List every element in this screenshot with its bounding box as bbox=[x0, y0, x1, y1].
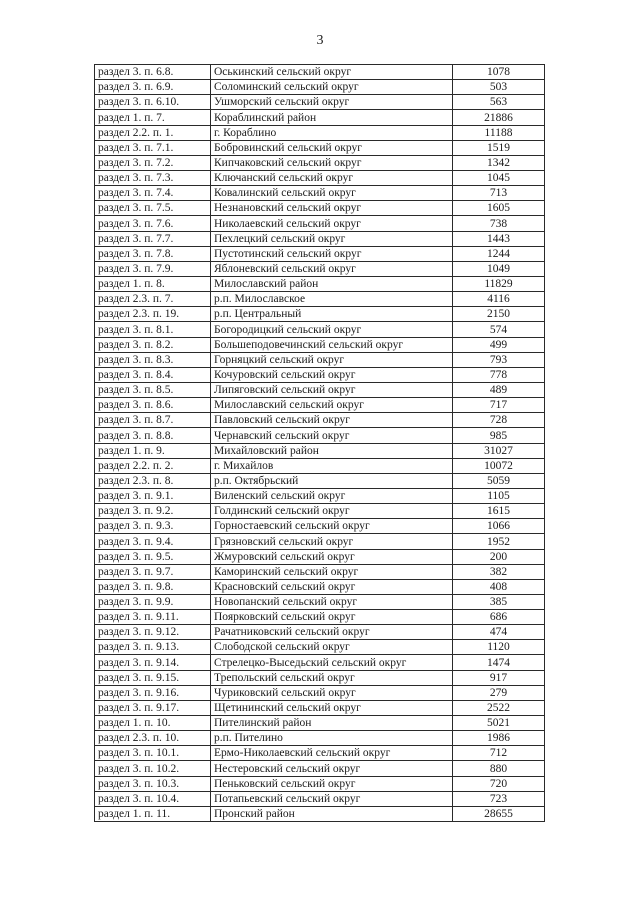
section-ref-cell: раздел 3. п. 8.6. bbox=[95, 398, 211, 413]
section-ref-cell: раздел 2.2. п. 1. bbox=[95, 125, 211, 140]
table-row bbox=[95, 65, 545, 80]
section-ref-cell: раздел 1. п. 7. bbox=[95, 110, 211, 125]
section-ref-cell: раздел 3. п. 8.2. bbox=[95, 337, 211, 352]
section-ref-cell: раздел 3. п. 7.9. bbox=[95, 261, 211, 276]
territory-name-cell: Виленский сельский округ bbox=[211, 488, 453, 503]
territory-name-cell: Яблоневский сельский округ bbox=[211, 261, 453, 276]
section-ref-cell: раздел 3. п. 8.7. bbox=[95, 413, 211, 428]
population-cell: 279 bbox=[453, 685, 545, 700]
section-ref-cell: раздел 3. п. 10.2. bbox=[95, 761, 211, 776]
population-cell: 985 bbox=[453, 428, 545, 443]
section-ref-cell: раздел 1. п. 10. bbox=[95, 716, 211, 731]
section-ref-cell: раздел 3. п. 8.3. bbox=[95, 352, 211, 367]
table-row bbox=[95, 473, 545, 488]
table-row bbox=[95, 428, 545, 443]
table-row bbox=[95, 201, 545, 216]
territory-name-cell: Незнановский сельский округ bbox=[211, 201, 453, 216]
table-row bbox=[95, 625, 545, 640]
table-row bbox=[95, 685, 545, 700]
table-row bbox=[95, 700, 545, 715]
territory-name-cell: Слободской сельский округ bbox=[211, 640, 453, 655]
section-ref-cell: раздел 3. п. 7.1. bbox=[95, 140, 211, 155]
territory-name-cell: Богородицкий сельский округ bbox=[211, 322, 453, 337]
territory-name-cell: Трепольский сельский округ bbox=[211, 670, 453, 685]
territory-name-cell: Чуриковский сельский округ bbox=[211, 685, 453, 700]
territory-name-cell: Большеподовечинский сельский округ bbox=[211, 337, 453, 352]
population-cell: 5059 bbox=[453, 473, 545, 488]
section-ref-cell: раздел 3. п. 9.11. bbox=[95, 610, 211, 625]
table-row bbox=[95, 322, 545, 337]
table-row bbox=[95, 216, 545, 231]
section-ref-cell: раздел 3. п. 7.3. bbox=[95, 170, 211, 185]
section-ref-cell: раздел 3. п. 9.3. bbox=[95, 519, 211, 534]
section-ref-cell: раздел 3. п. 8.1. bbox=[95, 322, 211, 337]
table-row bbox=[95, 761, 545, 776]
table-row bbox=[95, 776, 545, 791]
territory-name-cell: Бобровинский сельский округ bbox=[211, 140, 453, 155]
table-row bbox=[95, 458, 545, 473]
territory-name-cell: Жмуровский сельский округ bbox=[211, 549, 453, 564]
territory-name-cell: Ключанский сельский округ bbox=[211, 170, 453, 185]
territory-name-cell: г. Кораблино bbox=[211, 125, 453, 140]
territory-name-cell: Ушморский сельский округ bbox=[211, 95, 453, 110]
section-ref-cell: раздел 2.3. п. 10. bbox=[95, 731, 211, 746]
territory-name-cell: р.п. Октябрьский bbox=[211, 473, 453, 488]
table-row bbox=[95, 140, 545, 155]
section-ref-cell: раздел 3. п. 9.14. bbox=[95, 655, 211, 670]
table-row bbox=[95, 594, 545, 609]
table-row bbox=[95, 110, 545, 125]
territory-name-cell: Липяговский сельский округ bbox=[211, 382, 453, 397]
table-row bbox=[95, 488, 545, 503]
section-ref-cell: раздел 3. п. 9.13. bbox=[95, 640, 211, 655]
section-ref-cell: раздел 2.3. п. 8. bbox=[95, 473, 211, 488]
section-ref-cell: раздел 3. п. 9.5. bbox=[95, 549, 211, 564]
population-cell: 1342 bbox=[453, 155, 545, 170]
territory-name-cell: Каморинский сельский округ bbox=[211, 564, 453, 579]
section-ref-cell: раздел 3. п. 10.4. bbox=[95, 791, 211, 806]
table-row bbox=[95, 276, 545, 291]
territory-name-cell: Кораблинский район bbox=[211, 110, 453, 125]
population-cell: 917 bbox=[453, 670, 545, 685]
territory-name-cell: Щетининский сельский округ bbox=[211, 700, 453, 715]
table-row bbox=[95, 125, 545, 140]
population-cell: 5021 bbox=[453, 716, 545, 731]
population-cell: 1078 bbox=[453, 65, 545, 80]
section-ref-cell: раздел 3. п. 9.16. bbox=[95, 685, 211, 700]
table-row bbox=[95, 670, 545, 685]
section-ref-cell: раздел 3. п. 7.2. bbox=[95, 155, 211, 170]
population-cell: 563 bbox=[453, 95, 545, 110]
population-cell: 712 bbox=[453, 746, 545, 761]
population-cell: 1120 bbox=[453, 640, 545, 655]
table-row bbox=[95, 382, 545, 397]
population-cell: 1049 bbox=[453, 261, 545, 276]
section-ref-cell: раздел 3. п. 6.10. bbox=[95, 95, 211, 110]
section-ref-cell: раздел 3. п. 7.8. bbox=[95, 246, 211, 261]
population-cell: 713 bbox=[453, 186, 545, 201]
section-ref-cell: раздел 3. п. 7.6. bbox=[95, 216, 211, 231]
section-ref-cell: раздел 3. п. 6.8. bbox=[95, 65, 211, 80]
population-cell: 723 bbox=[453, 791, 545, 806]
section-ref-cell: раздел 3. п. 7.5. bbox=[95, 201, 211, 216]
population-cell: 1244 bbox=[453, 246, 545, 261]
section-ref-cell: раздел 3. п. 8.5. bbox=[95, 382, 211, 397]
table-row bbox=[95, 292, 545, 307]
population-cell: 499 bbox=[453, 337, 545, 352]
territory-name-cell: Рачатниковский сельский округ bbox=[211, 625, 453, 640]
table-row bbox=[95, 716, 545, 731]
table-row bbox=[95, 231, 545, 246]
table-row bbox=[95, 170, 545, 185]
section-ref-cell: раздел 3. п. 9.15. bbox=[95, 670, 211, 685]
table-row bbox=[95, 791, 545, 806]
table-row bbox=[95, 610, 545, 625]
population-cell: 28655 bbox=[453, 806, 545, 821]
population-cell: 1105 bbox=[453, 488, 545, 503]
table-row bbox=[95, 261, 545, 276]
population-cell: 717 bbox=[453, 398, 545, 413]
population-cell: 880 bbox=[453, 761, 545, 776]
territory-name-cell: Пеньковский сельский округ bbox=[211, 776, 453, 791]
population-cell: 1443 bbox=[453, 231, 545, 246]
territory-name-cell: Михайловский район bbox=[211, 443, 453, 458]
population-cell: 793 bbox=[453, 352, 545, 367]
table-row bbox=[95, 80, 545, 95]
table-row bbox=[95, 806, 545, 821]
population-table bbox=[94, 64, 545, 822]
territory-name-cell: Кочуровский сельский округ bbox=[211, 367, 453, 382]
section-ref-cell: раздел 3. п. 10.3. bbox=[95, 776, 211, 791]
territory-name-cell: Потапьевский сельский округ bbox=[211, 791, 453, 806]
section-ref-cell: раздел 1. п. 8. bbox=[95, 276, 211, 291]
table-row bbox=[95, 549, 545, 564]
territory-name-cell: Пителинский район bbox=[211, 716, 453, 731]
section-ref-cell: раздел 3. п. 7.4. bbox=[95, 186, 211, 201]
population-cell: 382 bbox=[453, 564, 545, 579]
territory-name-cell: Новопанский сельский округ bbox=[211, 594, 453, 609]
population-cell: 1474 bbox=[453, 655, 545, 670]
section-ref-cell: раздел 3. п. 8.4. bbox=[95, 367, 211, 382]
section-ref-cell: раздел 2.2. п. 2. bbox=[95, 458, 211, 473]
territory-name-cell: Поярковский сельский округ bbox=[211, 610, 453, 625]
population-cell: 4116 bbox=[453, 292, 545, 307]
section-ref-cell: раздел 1. п. 9. bbox=[95, 443, 211, 458]
territory-name-cell: Милославский район bbox=[211, 276, 453, 291]
territory-name-cell: Голдинский сельский округ bbox=[211, 504, 453, 519]
population-cell: 1066 bbox=[453, 519, 545, 534]
territory-name-cell: Красновский сельский округ bbox=[211, 579, 453, 594]
table-row bbox=[95, 95, 545, 110]
territory-name-cell: р.п. Центральный bbox=[211, 307, 453, 322]
population-cell: 1519 bbox=[453, 140, 545, 155]
table-row bbox=[95, 655, 545, 670]
population-cell: 385 bbox=[453, 594, 545, 609]
section-ref-cell: раздел 3. п. 9.17. bbox=[95, 700, 211, 715]
territory-name-cell: Соломинский сельский округ bbox=[211, 80, 453, 95]
territory-name-cell: р.п. Милославское bbox=[211, 292, 453, 307]
table-row bbox=[95, 640, 545, 655]
population-cell: 728 bbox=[453, 413, 545, 428]
section-ref-cell: раздел 3. п. 7.7. bbox=[95, 231, 211, 246]
territory-name-cell: Пехлецкий сельский округ bbox=[211, 231, 453, 246]
territory-name-cell: Пустотинский сельский округ bbox=[211, 246, 453, 261]
territory-name-cell: Грязновский сельский округ bbox=[211, 534, 453, 549]
territory-name-cell: Чернавский сельский округ bbox=[211, 428, 453, 443]
territory-name-cell: Милославский сельский округ bbox=[211, 398, 453, 413]
section-ref-cell: раздел 3. п. 9.4. bbox=[95, 534, 211, 549]
population-cell: 1045 bbox=[453, 170, 545, 185]
table-row bbox=[95, 307, 545, 322]
population-cell: 474 bbox=[453, 625, 545, 640]
table-row bbox=[95, 534, 545, 549]
table-row bbox=[95, 246, 545, 261]
section-ref-cell: раздел 3. п. 9.1. bbox=[95, 488, 211, 503]
table-row bbox=[95, 731, 545, 746]
population-cell: 11829 bbox=[453, 276, 545, 291]
population-cell: 2150 bbox=[453, 307, 545, 322]
population-cell: 11188 bbox=[453, 125, 545, 140]
population-cell: 1952 bbox=[453, 534, 545, 549]
population-cell: 720 bbox=[453, 776, 545, 791]
table-body bbox=[95, 65, 545, 822]
section-ref-cell: раздел 3. п. 9.9. bbox=[95, 594, 211, 609]
table-row bbox=[95, 504, 545, 519]
page-number: 3 bbox=[316, 33, 324, 48]
territory-name-cell: Николаевский сельский округ bbox=[211, 216, 453, 231]
population-cell: 1615 bbox=[453, 504, 545, 519]
territory-name-cell: Ковалинский сельский округ bbox=[211, 186, 453, 201]
population-cell: 408 bbox=[453, 579, 545, 594]
table-row bbox=[95, 367, 545, 382]
territory-name-cell: г. Михайлов bbox=[211, 458, 453, 473]
section-ref-cell: раздел 3. п. 6.9. bbox=[95, 80, 211, 95]
territory-name-cell: Ермо-Николаевский сельский округ bbox=[211, 746, 453, 761]
population-cell: 1986 bbox=[453, 731, 545, 746]
section-ref-cell: раздел 3. п. 9.8. bbox=[95, 579, 211, 594]
population-cell: 1605 bbox=[453, 201, 545, 216]
table-row bbox=[95, 337, 545, 352]
population-cell: 200 bbox=[453, 549, 545, 564]
table-row bbox=[95, 413, 545, 428]
section-ref-cell: раздел 2.3. п. 7. bbox=[95, 292, 211, 307]
population-cell: 31027 bbox=[453, 443, 545, 458]
population-cell: 10072 bbox=[453, 458, 545, 473]
territory-name-cell: Горностаевский сельский округ bbox=[211, 519, 453, 534]
territory-name-cell: Оськинский сельский округ bbox=[211, 65, 453, 80]
population-cell: 738 bbox=[453, 216, 545, 231]
territory-name-cell: Стрелецко-Выседьский сельский округ bbox=[211, 655, 453, 670]
table-row bbox=[95, 746, 545, 761]
population-cell: 2522 bbox=[453, 700, 545, 715]
population-cell: 21886 bbox=[453, 110, 545, 125]
table-row bbox=[95, 443, 545, 458]
territory-name-cell: Павловский сельский округ bbox=[211, 413, 453, 428]
population-cell: 778 bbox=[453, 367, 545, 382]
section-ref-cell: раздел 3. п. 9.7. bbox=[95, 564, 211, 579]
table-row bbox=[95, 579, 545, 594]
table-row bbox=[95, 155, 545, 170]
territory-name-cell: Горняцкий сельский округ bbox=[211, 352, 453, 367]
section-ref-cell: раздел 2.3. п. 19. bbox=[95, 307, 211, 322]
population-cell: 686 bbox=[453, 610, 545, 625]
table-row bbox=[95, 186, 545, 201]
population-cell: 503 bbox=[453, 80, 545, 95]
population-cell: 574 bbox=[453, 322, 545, 337]
table-row bbox=[95, 519, 545, 534]
section-ref-cell: раздел 1. п. 11. bbox=[95, 806, 211, 821]
territory-name-cell: Кипчаковский сельский округ bbox=[211, 155, 453, 170]
territory-name-cell: Пронский район bbox=[211, 806, 453, 821]
population-cell: 489 bbox=[453, 382, 545, 397]
territory-name-cell: Нестеровский сельский округ bbox=[211, 761, 453, 776]
section-ref-cell: раздел 3. п. 10.1. bbox=[95, 746, 211, 761]
section-ref-cell: раздел 3. п. 9.12. bbox=[95, 625, 211, 640]
table-row bbox=[95, 352, 545, 367]
section-ref-cell: раздел 3. п. 8.8. bbox=[95, 428, 211, 443]
section-ref-cell: раздел 3. п. 9.2. bbox=[95, 504, 211, 519]
territory-name-cell: р.п. Пителино bbox=[211, 731, 453, 746]
table-row bbox=[95, 398, 545, 413]
table-row bbox=[95, 564, 545, 579]
